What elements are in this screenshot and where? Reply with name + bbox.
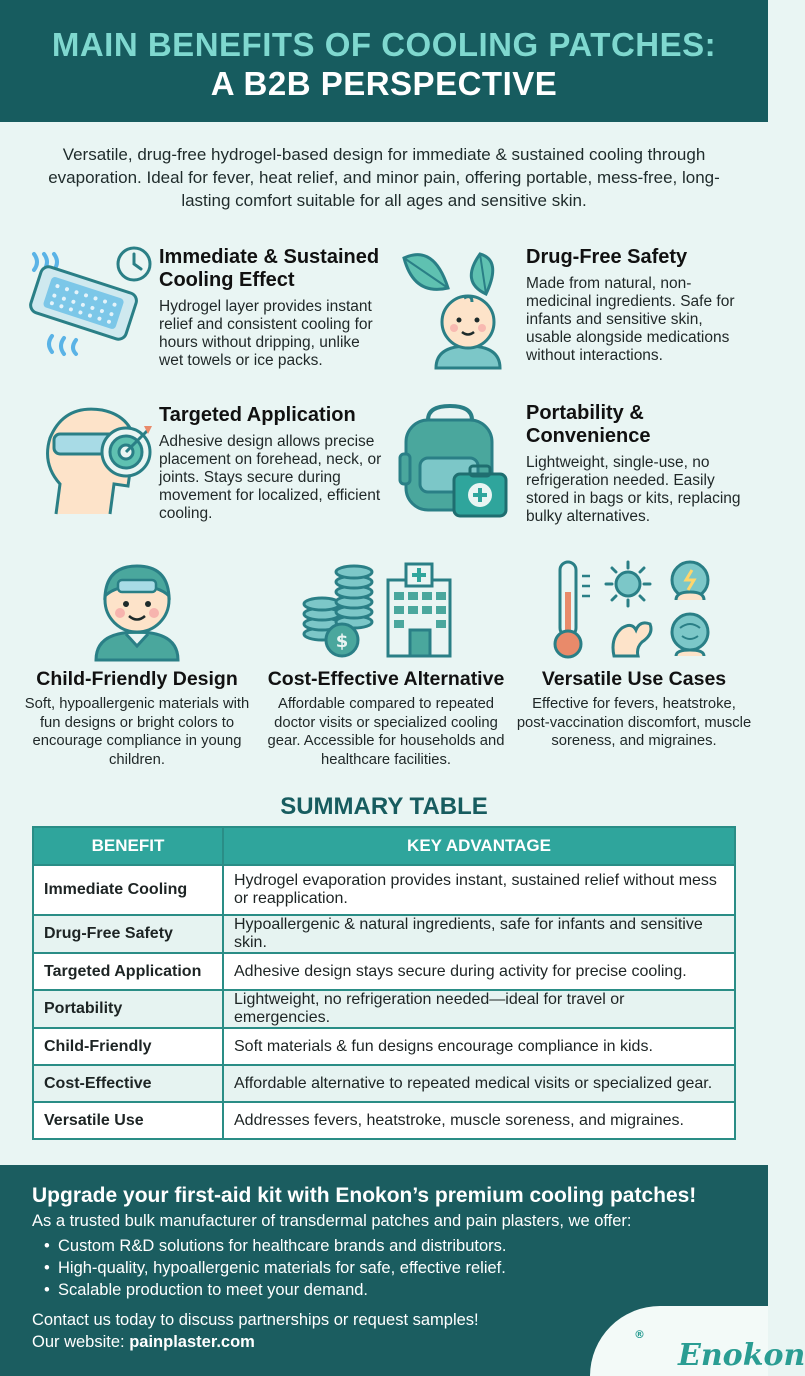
child-patch-icon	[82, 556, 192, 662]
table-cell-benefit: Versatile Use	[33, 1102, 223, 1139]
benefit-text: Adhesive design allows precise placement on forehead, neck, or joints. Stays secure during movement for localized, efficient cooling.	[159, 433, 382, 522]
intro-text: Versatile, drug-free hydrogel-based design for immediate & sustained cooling through evaporation. Ideal for fever, heat relief, and minor pain, offering portable, mess-free, long-lasting comfort suitable for all ages and sensitive skin.	[48, 145, 720, 210]
benefit-title: Cost-Effective Alternative	[267, 668, 505, 690]
column-header-advantage: KEY ADVANTAGE	[223, 827, 735, 865]
table-row	[33, 990, 735, 1028]
benefit-card-drug-free	[396, 240, 746, 380]
website-label: Our website:	[32, 1333, 125, 1351]
table-cell-benefit: Child-Friendly	[33, 1028, 223, 1065]
benefit-text: Effective for fevers, heatstroke, post-vaccination discomfort, muscle soreness, and migraines.	[516, 696, 752, 749]
contact-text: Contact us today to discuss partnerships or request samples!	[32, 1311, 479, 1329]
cooling-patch-icon	[22, 240, 152, 360]
table-cell-advantage: Lightweight, no refrigeration needed—ideal for travel or emergencies.	[223, 990, 735, 1028]
table-row	[33, 915, 735, 953]
website-link[interactable]: painplaster.com	[129, 1333, 255, 1351]
column-header-benefit: BENEFIT	[33, 827, 223, 865]
table-cell-advantage: Affordable alternative to repeated medical visits or specialized gear.	[223, 1065, 735, 1102]
benefit-text: Hydrogel layer provides instant relief and consistent cooling for hours without dripping, unlike wet towels or ice packs.	[159, 298, 373, 369]
table-cell-advantage: Soft materials & fun designs encourage compliance in kids.	[223, 1028, 735, 1065]
footer-cta-section	[0, 1165, 805, 1376]
cta-lead: As a trusted bulk manufacturer of transdermal patches and pain plasters, we offer:	[32, 1212, 632, 1230]
summary-title: SUMMARY TABLE	[280, 793, 488, 820]
list-item: • Custom R&D solutions for healthcare brands and distributors.	[44, 1237, 507, 1255]
table-cell-advantage: Adhesive design stays secure during activity for precise cooling.	[223, 953, 735, 990]
offer-list	[44, 1235, 736, 1301]
benefit-title: Drug-Free Safety	[526, 246, 688, 268]
benefit-title: Immediate & Sustained Cooling Effect	[159, 246, 380, 291]
benefit-card-portability	[396, 398, 746, 528]
benefit-title: Versatile Use Cases	[541, 668, 727, 690]
list-item: • High-quality, hypoallergenic materials for safe, effective relief.	[44, 1259, 506, 1277]
benefit-card-cost-effective	[266, 556, 506, 776]
benefit-text: Lightweight, single-use, no refrigeration needed. Easily stored in bags or kits, replacing bulky alternatives.	[526, 454, 741, 525]
registered-mark: ®	[634, 1328, 645, 1341]
benefit-title: Child-Friendly Design	[36, 668, 238, 690]
page-title-line1: MAIN BENEFITS OF COOLING PATCHES:	[51, 26, 717, 63]
page-title-line2: A B2B PERSPECTIVE	[210, 65, 558, 102]
table-row	[33, 865, 735, 915]
table-cell-benefit: Cost-Effective	[33, 1065, 223, 1102]
list-item: • Scalable production to meet your demand.	[44, 1281, 369, 1299]
benefit-title: Portability & Convenience	[526, 402, 651, 447]
benefit-card-targeted	[22, 398, 382, 528]
benefit-text: Affordable compared to repeated doctor visits or specialized cooling gear. Accessible for households and healthcare facilities.	[267, 696, 505, 768]
coins-hospital-icon	[302, 560, 462, 660]
table-cell-benefit: Portability	[33, 990, 223, 1028]
baby-leaf-icon	[396, 240, 516, 370]
table-cell-benefit: Immediate Cooling	[33, 865, 223, 915]
thermometer-sun-icon	[550, 556, 720, 660]
table-row	[33, 953, 735, 990]
benefit-card-versatile	[516, 556, 752, 776]
table-cell-benefit: Targeted Application	[33, 953, 223, 990]
table-row	[33, 1102, 735, 1139]
table-cell-advantage: Hypoallergenic & natural ingredients, safe for infants and sensitive skin.	[223, 915, 735, 953]
table-row	[33, 1028, 735, 1065]
brand-name: Enokon	[678, 1338, 805, 1373]
page-header	[0, 0, 768, 122]
table-header-row	[33, 827, 735, 865]
table-cell-advantage: Addresses fevers, heatstroke, muscle soreness, and migraines.	[223, 1102, 735, 1139]
summary-table	[32, 826, 736, 1140]
table-row	[33, 1065, 735, 1102]
table-cell-benefit: Drug-Free Safety	[33, 915, 223, 953]
benefit-card-cooling	[22, 240, 382, 380]
benefit-text: Soft, hypoallergenic materials with fun designs or bright colors to encourage compliance in young children.	[24, 696, 250, 768]
benefit-card-child-friendly	[18, 556, 256, 776]
benefit-text: Made from natural, non-medicinal ingredients. Safe for infants and sensitive skin, usable alongside medications without interactions.	[526, 275, 735, 364]
cta-heading: Upgrade your first-aid kit with Enokon’s premium cooling patches!	[32, 1184, 697, 1207]
svg-text:$: $	[335, 631, 349, 652]
backpack-firstaid-icon	[398, 402, 508, 526]
benefit-title: Targeted Application	[159, 404, 356, 426]
table-cell-advantage: Hydrogel evaporation provides instant, sustained relief without mess or reapplication.	[223, 865, 735, 915]
head-target-icon	[36, 404, 166, 524]
